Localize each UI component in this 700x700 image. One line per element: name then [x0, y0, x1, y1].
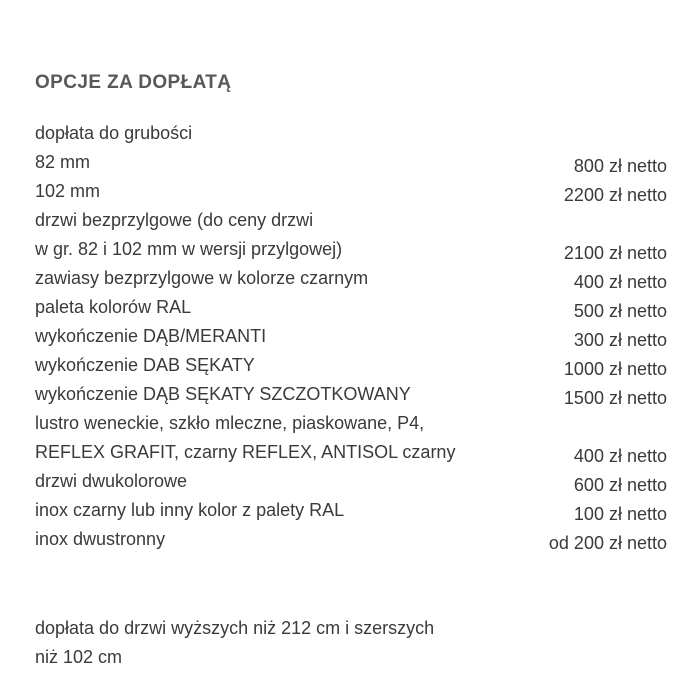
option-price: 300 zł netto	[573, 330, 667, 350]
option-label-line: paleta kolorów RAL	[35, 297, 192, 317]
option-label	[35, 525, 537, 554]
option-label	[35, 264, 562, 293]
pricing-row	[35, 467, 667, 496]
option-label-line: zawiasy bezprzylgowe w kolorze czarnym	[35, 268, 369, 288]
footer-note-line: dopłata do drzwi wyższych niż 212 cm i szerszych	[35, 618, 435, 638]
option-price: 2100 zł netto	[563, 243, 667, 263]
option-label-line: inox dwustronny	[35, 529, 166, 549]
option-price: 100 zł netto	[573, 504, 667, 524]
pricing-row	[35, 177, 667, 206]
option-label	[35, 293, 562, 322]
pricing-row	[35, 119, 667, 148]
pricing-row	[35, 351, 667, 380]
option-label	[35, 206, 552, 264]
option-label	[35, 380, 552, 409]
surcharge-options-list	[35, 119, 667, 554]
option-label	[35, 409, 562, 467]
pricing-row	[35, 148, 667, 177]
option-label	[35, 119, 655, 148]
section-title: OPCJE ZA DOPŁATĄ	[35, 72, 232, 93]
option-label	[35, 496, 562, 525]
option-price: 2200 zł netto	[563, 185, 667, 205]
pricing-row	[35, 380, 667, 409]
option-label-line: 82 mm	[35, 152, 91, 172]
option-label-line: 102 mm	[35, 181, 101, 201]
footer-note	[35, 614, 667, 672]
option-label-line: wykończenie DĄB/MERANTI	[35, 326, 267, 346]
option-price: 1500 zł netto	[563, 388, 667, 408]
option-price: 500 zł netto	[573, 301, 667, 321]
option-label	[35, 148, 562, 177]
option-price: od 200 zł netto	[548, 533, 667, 553]
pricing-row	[35, 293, 667, 322]
option-price: 600 zł netto	[573, 475, 667, 495]
pricing-row	[35, 322, 667, 351]
option-label-line: dopłata do grubości	[35, 123, 193, 143]
option-price: 400 zł netto	[573, 272, 667, 292]
option-label-line: inox czarny lub inny kolor z palety RAL	[35, 500, 345, 520]
option-label-line: wykończenie DAB SĘKATY	[35, 355, 255, 375]
option-label-line: lustro weneckie, szkło mleczne, piaskowane, P4,	[35, 413, 425, 433]
option-label-line: drzwi dwukolorowe	[35, 471, 188, 491]
pricing-row	[35, 206, 667, 264]
option-price: 400 zł netto	[573, 446, 667, 466]
option-label-line: REFLEX GRAFIT, czarny REFLEX, ANTISOL czarny	[35, 442, 456, 462]
pricing-row	[35, 525, 667, 554]
option-price: 800 zł netto	[573, 156, 667, 176]
pricing-row	[35, 496, 667, 525]
option-label	[35, 322, 562, 351]
option-price: 1000 zł netto	[563, 359, 667, 379]
pricing-row	[35, 264, 667, 293]
pricing-row	[35, 409, 667, 467]
option-label	[35, 351, 552, 380]
option-label-line: w gr. 82 i 102 mm w wersji przylgowej)	[35, 239, 343, 259]
option-label	[35, 467, 562, 496]
option-label-line: drzwi bezprzylgowe (do ceny drzwi	[35, 210, 314, 230]
option-label-line: wykończenie DĄB SĘKATY SZCZOTKOWANY	[35, 384, 411, 404]
option-label	[35, 177, 552, 206]
footer-note-line: niż 102 cm	[35, 647, 123, 667]
